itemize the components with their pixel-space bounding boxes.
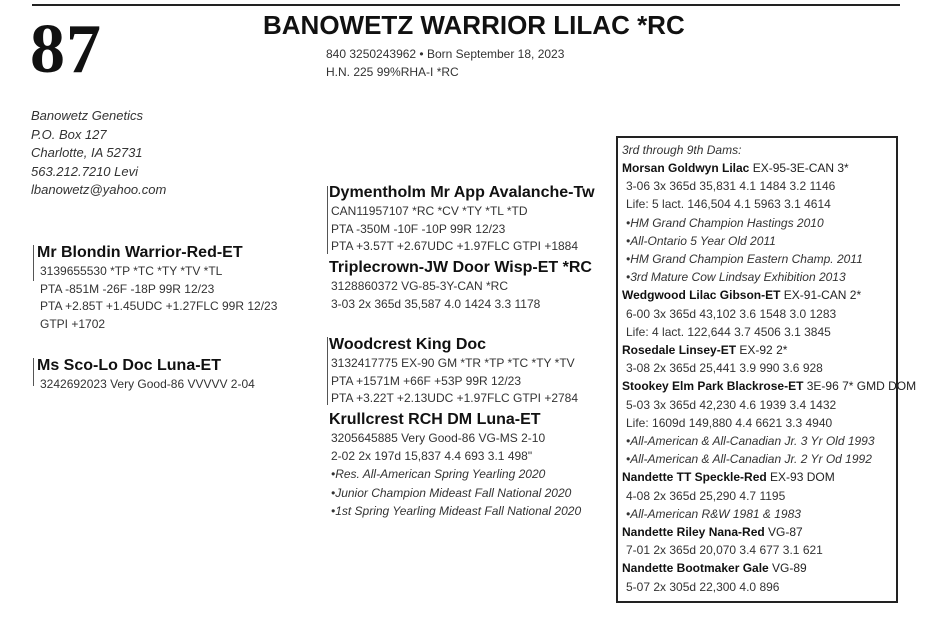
dam-record: 5-07 2x 305d 22,300 4.0 896 <box>626 579 780 594</box>
dam-achievement: •All-American & All-Canadian Jr. 3 Yr Old 1993 <box>626 434 875 449</box>
sire-bracket <box>33 245 34 281</box>
sire-dam-line-2: 3-03 2x 365d 35,587 4.0 1424 3.3 1178 <box>331 296 541 311</box>
sire-line-2: PTA -851M -26F -18P 99R 12/23 <box>40 281 215 296</box>
dam-sire-line-2: PTA +1571M +66F +53P 99R 12/23 <box>331 373 522 388</box>
lot-number: 87 <box>30 11 102 88</box>
sire-sire-block <box>329 183 595 256</box>
animal-id-line: 840 3250243962 • Born September 18, 2023 <box>326 47 565 61</box>
dam-4-name <box>622 286 894 304</box>
dam-achievement: •All-American R&W 1981 & 1983 <box>626 506 801 521</box>
dam-7-name <box>622 468 894 486</box>
dam-record: 4-08 2x 365d 25,290 4.7 1195 <box>626 488 786 503</box>
dam-record: 6-00 3x 365d 43,102 3.6 1548 3.0 1283 <box>626 306 837 321</box>
dam-8-name <box>622 523 894 541</box>
sire-sire-name: Dymentholm Mr App Avalanche-Tw <box>329 184 595 201</box>
dam-record: 3-08 2x 365d 25,441 3.9 990 3.6 928 <box>626 361 823 376</box>
dam-class: EX-91-CAN 2* <box>780 288 862 303</box>
dam-name-text: Nandette TT Speckle-Red <box>622 470 767 485</box>
dam-sire-bracket <box>327 337 328 405</box>
dam-record: 3-06 3x 365d 35,831 4.1 1484 3.2 1146 <box>626 179 836 194</box>
consignor-phone: 563.212.7210 Levi <box>31 163 138 179</box>
dams-box <box>622 141 917 596</box>
dam-sire-name: Woodcrest King Doc <box>329 336 487 353</box>
dam-line-1: 3242692023 Very Good-86 VVVVV 2-04 <box>40 377 255 391</box>
dam-achievement: •HM Grand Champion Hastings 2010 <box>626 215 824 230</box>
dams-box-heading: 3rd through 9th Dams: <box>622 143 742 157</box>
dam-record: 5-03 3x 365d 42,230 4.6 1939 3.4 1432 <box>626 397 837 412</box>
dam-5-name <box>622 341 894 359</box>
sire-dam-line-1: 3128860372 VG-85-3Y-CAN *RC <box>331 279 508 293</box>
dam-class: EX-93 DOM <box>766 470 835 485</box>
dam-achievement: •3rd Mature Cow Lindsay Exhibition 2013 <box>626 270 846 285</box>
sire-block <box>37 243 277 333</box>
top-rule <box>32 4 900 6</box>
dam-sire-line-3: PTA +3.22T +2.13UDC +1.97FLC GTPI +2784 <box>331 391 579 405</box>
sire-dam-name: Triplecrown-JW Door Wisp-ET *RC <box>329 259 592 276</box>
dam-class: VG-89 <box>768 561 807 576</box>
consignor-city: Charlotte, IA 52731 <box>31 145 143 160</box>
dam-dam-name: Krullcrest RCH DM Luna-ET <box>329 411 541 428</box>
sire-sire-line-1: CAN11957107 *RC *CV *TY *TL *TD <box>331 204 528 218</box>
consignor-block <box>31 107 166 200</box>
dam-class: EX-92 2* <box>736 343 788 358</box>
dam-bracket <box>33 358 34 386</box>
animal-hn-line: H.N. 225 99%RHA-I *RC <box>326 65 459 79</box>
dam-dam-achievement: •Res. All-American Spring Yearling 2020 <box>331 467 546 481</box>
sire-name: Mr Blondin Warrior-Red-ET <box>37 244 243 261</box>
sire-sire-line-3: PTA +3.57T +2.67UDC +1.97FLC GTPI +1884 <box>331 239 579 253</box>
dam-class: VG-87 <box>764 525 803 540</box>
dam-class: EX-95-3E-CAN 3* <box>749 161 849 175</box>
dam-name-text: Morsan Goldwyn Lilac <box>622 161 750 175</box>
dam-class: 3E-96 7* GMD DOM <box>803 379 917 394</box>
dam-3-name <box>622 159 894 177</box>
sire-sire-line-2: PTA -350M -10F -10P 99R 12/23 <box>331 221 506 236</box>
sire-line-1: 3139655530 *TP *TC *TY *TV *TL <box>40 264 223 278</box>
dam-achievement: •All-American & All-Canadian Jr. 2 Yr Od 1992 <box>626 452 872 467</box>
dam-record: Life: 4 lact. 122,644 3.7 4506 3.1 3845 <box>626 324 831 339</box>
dam-dam-achievement: •1st Spring Yearling Mideast Fall National 2020 <box>331 504 582 518</box>
dam-name-text: Nandette Riley Nana-Red <box>622 525 765 540</box>
dam-name-text: Nandette Bootmaker Gale <box>622 561 769 576</box>
dam-achievement: •All-Ontario 5 Year Old 2011 <box>626 233 776 248</box>
dam-achievement: •HM Grand Champion Eastern Champ. 2011 <box>626 252 863 267</box>
dam-sire-line-1: 3132417775 EX-90 GM *TR *TP *TC *TY *TV <box>331 356 575 370</box>
dam-record: 7-01 2x 365d 20,070 3.4 677 3.1 621 <box>626 543 823 558</box>
dam-sire-block <box>329 335 578 408</box>
dam-block <box>37 356 255 394</box>
sire-sire-bracket <box>327 186 328 254</box>
dam-name-text: Wedgwood Lilac Gibson-ET <box>622 288 781 303</box>
dam-name-text: Rosedale Linsey-ET <box>622 343 737 358</box>
dam-dam-block <box>329 410 581 521</box>
consignor-address: P.O. Box 127 <box>31 126 107 142</box>
sire-line-4: GTPI +1702 <box>40 316 106 331</box>
sire-dam-block <box>329 258 592 313</box>
dam-6-name <box>622 377 917 395</box>
dam-record: Life: 5 lact. 146,504 4.1 5963 3.1 4614 <box>626 197 831 212</box>
consignor-name: Banowetz Genetics <box>31 108 144 123</box>
dam-name: Ms Sco-Lo Doc Luna-ET <box>37 357 221 374</box>
animal-name: BANOWETZ WARRIOR LILAC *RC <box>263 10 685 40</box>
dam-9-name <box>622 559 894 577</box>
consignor-email: lbanowetz@yahoo.com <box>31 182 167 197</box>
dam-name-text: Stookey Elm Park Blackrose-ET <box>622 379 804 394</box>
sire-line-3: PTA +2.85T +1.45UDC +1.27FLC 99R 12/23 <box>40 299 278 313</box>
dam-dam-line-1: 3205645885 Very Good-86 VG-MS 2-10 <box>331 431 546 445</box>
dam-dam-line-2: 2-02 2x 197d 15,837 4.4 693 3.1 498" <box>331 448 533 463</box>
dam-dam-achievement: •Junior Champion Mideast Fall National 2020 <box>331 485 572 500</box>
dam-record: Life: 1609d 149,880 4.4 6621 3.3 4940 <box>626 415 833 430</box>
